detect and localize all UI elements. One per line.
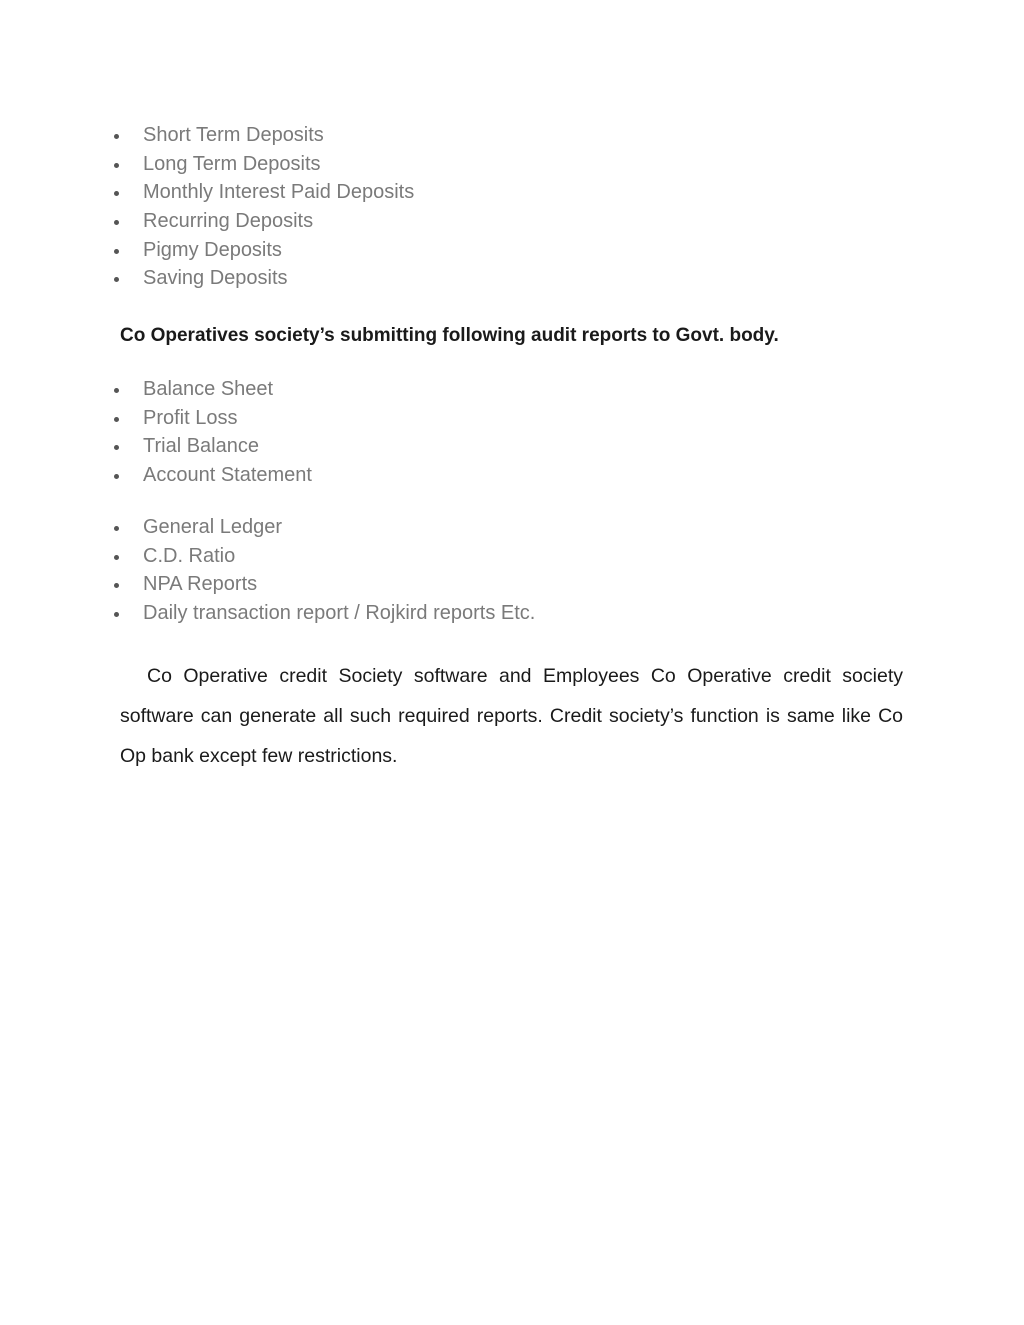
list-item-text: Daily transaction report / Rojkird reports Etc. <box>143 602 536 625</box>
list-item-text: Trial Balance <box>143 435 259 458</box>
list-item <box>112 150 414 179</box>
list-item-text: Saving Deposits <box>143 267 288 290</box>
bullet-icon <box>114 277 119 282</box>
list-item-text: Account Statement <box>143 464 312 487</box>
list-item-text: Recurring Deposits <box>143 210 314 233</box>
list-item-text: Short Term Deposits <box>143 124 324 146</box>
list-item <box>112 513 535 542</box>
list-item <box>112 599 535 628</box>
list-item <box>112 236 414 265</box>
deposit-types-list <box>112 121 414 293</box>
bullet-icon <box>114 612 119 617</box>
list-item <box>112 404 312 433</box>
list-item-text: Long Term Deposits <box>143 152 321 175</box>
list-item <box>112 542 535 571</box>
bullet-icon <box>114 191 119 196</box>
list-item <box>112 264 414 293</box>
bullet-icon <box>114 583 119 588</box>
bullet-icon <box>114 249 119 254</box>
bullet-icon <box>114 388 119 393</box>
audit-reports-list-2 <box>112 513 535 628</box>
closing-paragraph: Co Operative credit Society software and Employees Co Operative credit society software can generate all such required reports. Credit society’s function is same like Co Op bank except few restrictions. <box>120 665 903 767</box>
list-item-text: Monthly Interest Paid Deposits <box>143 181 415 204</box>
bullet-icon <box>114 134 119 139</box>
list-item <box>112 207 414 236</box>
list-item-text: C.D. Ratio <box>143 544 236 567</box>
list-item <box>112 375 312 404</box>
audit-reports-heading: Co Operatives society’s submitting following audit reports to Govt. body. <box>120 325 779 346</box>
audit-reports-list-1 <box>112 375 312 490</box>
list-item <box>112 432 312 461</box>
bullet-icon <box>114 555 119 560</box>
bullet-icon <box>114 417 119 422</box>
list-item-text: NPA Reports <box>143 573 258 596</box>
bullet-icon <box>114 474 119 479</box>
list-item-text: Pigmy Deposits <box>143 238 282 261</box>
list-item-text: General Ledger <box>143 516 282 538</box>
bullet-icon <box>114 445 119 450</box>
bullet-icon <box>114 220 119 225</box>
list-item <box>112 121 414 150</box>
list-item-text: Balance Sheet <box>143 378 274 400</box>
list-item <box>112 570 535 599</box>
list-item-text: Profit Loss <box>143 406 238 429</box>
bullet-icon <box>114 526 119 531</box>
bullet-icon <box>114 163 119 168</box>
list-item <box>112 178 414 207</box>
list-item <box>112 461 312 490</box>
